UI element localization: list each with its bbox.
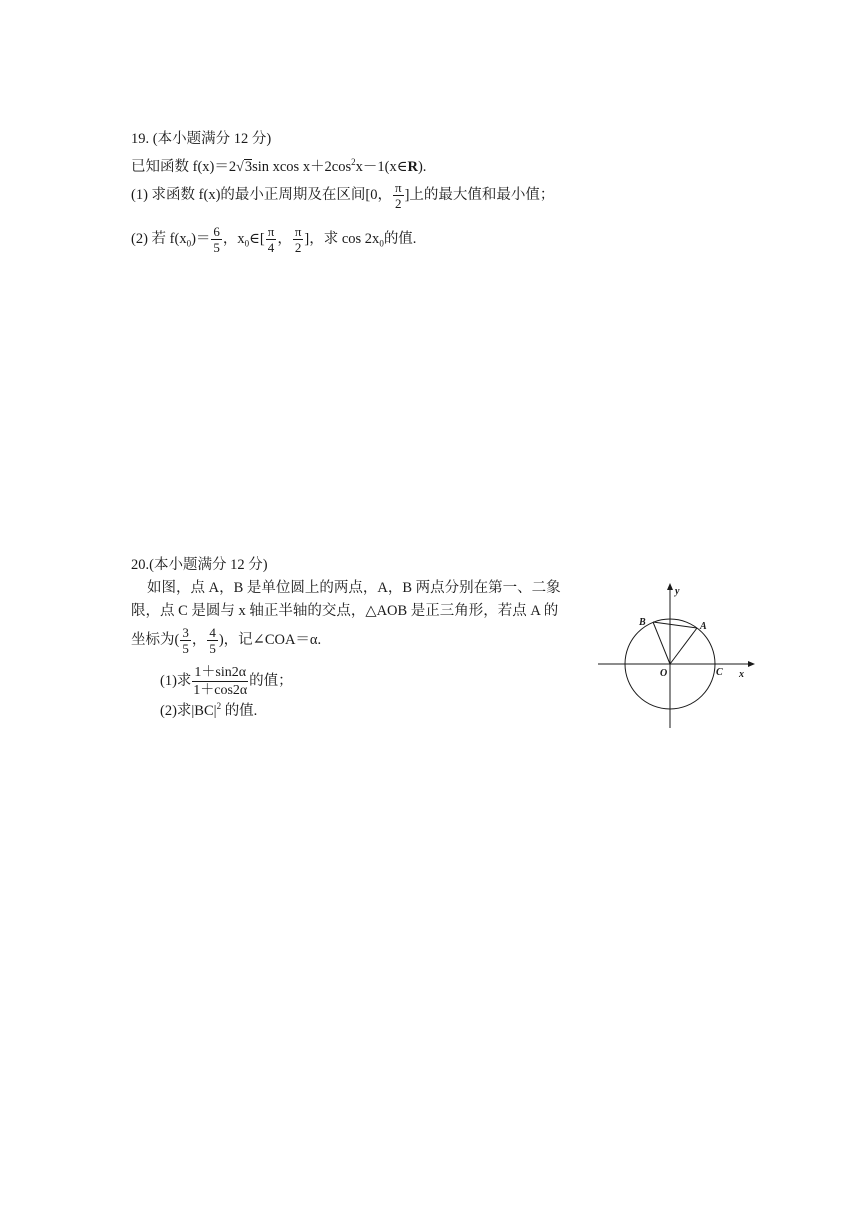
y-axis (667, 583, 673, 728)
x-axis-arrow-icon (748, 661, 755, 667)
label-B: B (639, 617, 646, 628)
x-axis (598, 661, 755, 667)
q20-part1: (1)求 $\frac{1+\sin 2\alpha}{1+\cos 2\alpha}$ 的值； (160, 665, 293, 698)
fraction-pi-over-2: $\frac{\pi}{2}$ (294, 224, 302, 255)
fraction-4-over-5: $\frac{4}{5}$ (209, 625, 216, 656)
q19-part1: (1) 求函数 f(x)的最小正周期及在区间[0， $\frac{\pi}{2}$ ]上的最大值和最小值； (131, 180, 555, 211)
y-axis-arrow-icon (667, 583, 673, 590)
label-y: y (675, 586, 680, 597)
fraction-3-over-5: $\frac{3}{5}$ (182, 625, 189, 656)
segment-OB (653, 622, 670, 664)
fraction-6-over-5: $\frac{6}{5}$ (213, 224, 220, 255)
q20-line-3: 坐标为( $\frac{3}{5}$ ， $\frac{4}{5}$ )，记∠COA＝α. (131, 625, 322, 656)
q19-part2: (2) 若 $f(x_0)=$ $\frac{6}{5}$ ，$x_0\in$[ $\frac{\pi}{4}$ ， $\frac{\pi}{2}$ ]，求 $\cos 2x_0$的值. (131, 224, 417, 255)
q20-part2: (2)求$|BC|^2$ 的值. (160, 701, 258, 719)
q19-stem: 已知函数 f(x)＝2√3sin xcos $x+2\cos^2x-1(x\in R)$. (131, 157, 427, 175)
q20-header: 20.(本小题满分 12 分) (131, 557, 268, 573)
q20-line-2: 限，点 C 是圆与 x 轴正半轴的交点，△AOB 是正三角形，若点 A 的 (131, 603, 559, 619)
fraction-pi-over-4: $\frac{\pi}{4}$ (267, 224, 275, 255)
label-A: A (700, 621, 707, 632)
segment-AB (653, 622, 697, 628)
label-x: x (739, 669, 744, 680)
fraction-pi-over-2: $\frac{\pi}{2}$ (394, 180, 402, 211)
label-C: C (716, 667, 723, 678)
segment-OA (670, 628, 697, 664)
label-O: O (660, 668, 668, 679)
q19-header: 19. (本小题满分 12 分) (131, 131, 272, 147)
unit-circle-figure (592, 580, 762, 730)
fraction-expression: $\frac{1+\sin 2\alpha}{1+\cos 2\alpha}$ (193, 665, 248, 698)
q20-line-1: 如图，点 A，B 是单位圆上的两点，A，B 两点分别在第一、二象 (147, 580, 561, 596)
